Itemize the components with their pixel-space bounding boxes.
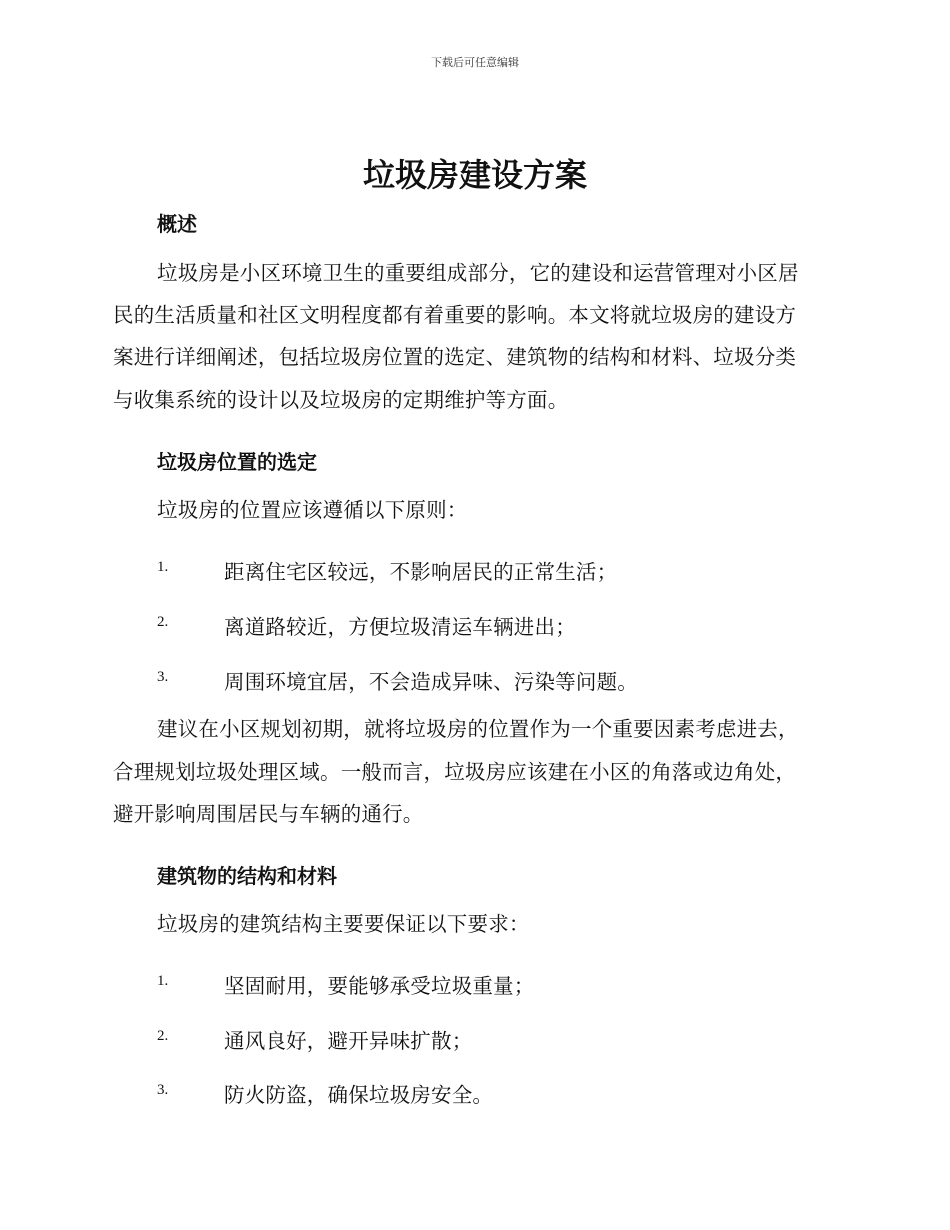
list-text: 坚固耐用，要能够承受垃圾重量； xyxy=(224,974,535,998)
list-text: 距离住宅区较远，不影响居民的正常生活； xyxy=(224,560,618,584)
list-number: 3. xyxy=(157,1082,169,1098)
header-note: 下载后可任意编辑 xyxy=(431,56,519,69)
location-para-line-3: 避开影响周围居民与车辆的通行。 xyxy=(113,802,424,826)
list-number: 1. xyxy=(157,973,169,989)
list-number: 1. xyxy=(157,559,169,575)
list-text: 通风良好，避开异味扩散； xyxy=(224,1029,473,1053)
section-heading-overview: 概述 xyxy=(157,212,197,236)
document-title: 垃圾房建设方案 xyxy=(362,156,587,194)
list-text: 离道路较近，方便垃圾清运车辆进出； xyxy=(224,615,576,639)
overview-line-4: 与收集系统的设计以及垃圾房的定期维护等方面。 xyxy=(113,388,569,412)
list-text: 防火防盗，确保垃圾房安全。 xyxy=(224,1083,494,1107)
overview-line-1: 垃圾房是小区环境卫生的重要组成部分，它的建设和运营管理对小区居 xyxy=(157,261,799,285)
list-number: 2. xyxy=(157,614,169,630)
location-para-line-2: 合理规划垃圾处理区域。一般而言，垃圾房应该建在小区的角落或边角处， xyxy=(113,760,797,784)
overview-line-3: 案进行详细阐述，包括垃圾房位置的选定、建筑物的结构和材料、垃圾分类 xyxy=(113,345,797,369)
location-intro: 垃圾房的位置应该遵循以下原则： xyxy=(157,498,468,522)
section-heading-location: 垃圾房位置的选定 xyxy=(157,450,317,474)
overview-line-2: 民的生活质量和社区文明程度都有着重要的影响。本文将就垃圾房的建设方 xyxy=(113,303,797,327)
section-heading-structure: 建筑物的结构和材料 xyxy=(157,864,337,888)
list-number: 2. xyxy=(157,1028,169,1044)
location-para-line-1: 建议在小区规划初期，就将垃圾房的位置作为一个重要因素考虑进去， xyxy=(157,717,799,741)
list-text: 周围环境宜居，不会造成异味、污染等问题。 xyxy=(224,670,638,694)
list-number: 3. xyxy=(157,669,169,685)
structure-intro: 垃圾房的建筑结构主要要保证以下要求： xyxy=(157,912,530,936)
